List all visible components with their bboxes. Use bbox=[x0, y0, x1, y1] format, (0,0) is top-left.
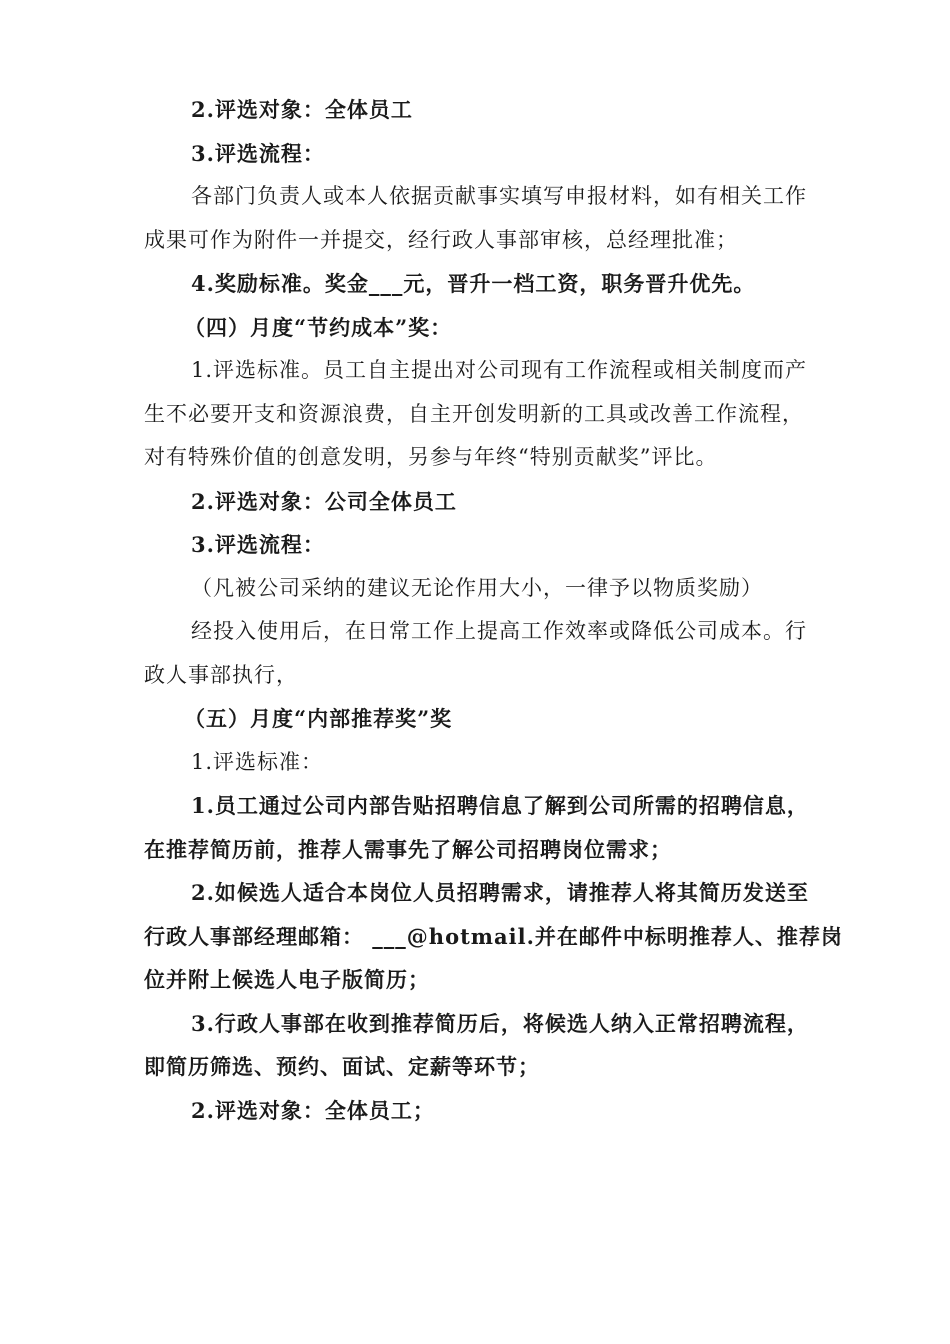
paragraph-line: （凡被公司采纳的建议无论作用大小，一律予以物质奖励） bbox=[191, 575, 763, 600]
paragraph-line: 4.奖励标准。奖金___元，晋升一档工资，职务晋升优先。 bbox=[191, 271, 756, 296]
paragraph-line: 成果可作为附件一并提交，经行政人事部审核，总经理批准； bbox=[144, 227, 738, 252]
paragraph-line: 1.评选标准。员工自主提出对公司现有工作流程或相关制度而产 bbox=[191, 358, 808, 382]
paragraph-line: 在推荐简历前，推荐人需事先了解公司招聘岗位需求； bbox=[144, 836, 672, 862]
paragraph-line: 政人事部执行， bbox=[144, 662, 298, 687]
paragraph-line: 即简历筛选、预约、面试、定薪等环节； bbox=[144, 1054, 540, 1079]
paragraph-line: 对有特殊价值的创意发明，另参与年终“特别贡献奖”评比。 bbox=[144, 445, 718, 469]
paragraph-line: 3.评选流程： bbox=[191, 140, 325, 166]
paragraph-line: 2.评选对象：全体员工； bbox=[191, 1097, 435, 1123]
paragraph-line: 经投入使用后，在日常工作上提高工作效率或降低公司成本。行 bbox=[191, 619, 807, 643]
section-heading: （五）月度“内部推荐奖”奖 bbox=[184, 706, 453, 731]
paragraph-line: 2.评选对象：公司全体员工 bbox=[191, 488, 457, 514]
document-body bbox=[144, 88, 843, 1132]
paragraph-line: 2.评选对象：全体员工 bbox=[191, 97, 413, 122]
paragraph-line: 位并附上候选人电子版简历； bbox=[144, 967, 430, 992]
section-heading: （四）月度“节约成本”奖： bbox=[184, 314, 453, 340]
paragraph-line: 2.如候选人适合本岗位人员招聘需求，请推荐人将其简历发送至 bbox=[191, 880, 809, 905]
paragraph-line: 生不必要开支和资源浪费，自主开创发明新的工具或改善工作流程， bbox=[144, 401, 804, 426]
paragraph-line: 各部门负责人或本人依据贡献事实填写申报材料，如有相关工作 bbox=[191, 184, 807, 208]
paragraph-line: 1.评选标准： bbox=[191, 749, 324, 774]
paragraph-line: 3.评选流程： bbox=[191, 532, 325, 557]
paragraph-line: 3.行政人事部在收到推荐简历后，将候选人纳入正常招聘流程， bbox=[191, 1010, 809, 1036]
paragraph-line: 行政人事部经理邮箱： ___@hotmail.并在邮件中标明推荐人、推荐岗 bbox=[144, 923, 843, 949]
paragraph-line: 1.员工通过公司内部告贴招聘信息了解到公司所需的招聘信息， bbox=[191, 793, 809, 818]
